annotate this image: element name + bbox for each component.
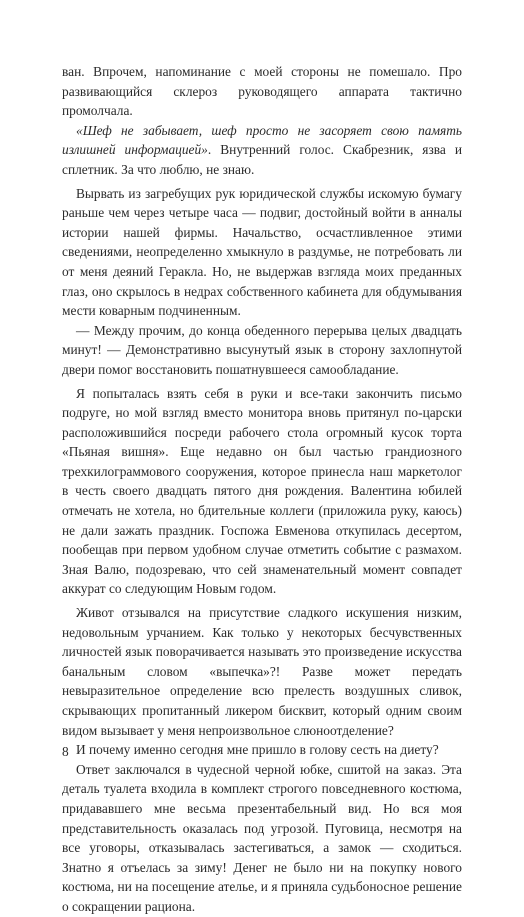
paragraph bbox=[62, 760, 462, 917]
paragraph-text: Живот отзывался на присутствие сладкого искушения низким, недовольным урчанием. Как только у некоторых бесчувственных личностей язык поворачивается называть это произведение искусства банальным словом «выпечка»?! Разве может передать невыразительное определение всю прелесть воздушных сливок, скрывающих пропитанный ликером бисквит, который одним своим видом вызывает у меня непроизвольное слюноотделение? bbox=[62, 605, 462, 738]
body-text bbox=[62, 62, 462, 917]
paragraph-text: И почему именно сегодня мне пришло в голову сесть на диету? bbox=[76, 742, 439, 758]
paragraph bbox=[62, 321, 462, 380]
paragraph-text: — Между прочим, до конца обеденного перерыва целых двадцать минут! — Демонстративно высунутый язык в сторону захлопнутой двери помог восстановить пошатнувшееся самообладание. bbox=[62, 322, 462, 377]
paragraph-text: ван. Впрочем, напоминание с моей стороны не помешало. Про развивающийся склероз руководящего аппарата тактично промолчала. bbox=[62, 64, 462, 119]
paragraph-text: Ответ заключался в чудесной черной юбке, сшитой на заказ. Эта деталь туалета входила в комплект строгого повседневного костюма, придававшего мне весьма презентабельный вид. Но вся моя представительность оказалась под угрозой. Пуговица, несмотря на все уговоры, отказывалась застегиваться, а замок — сходиться. Знатно я отъелась за зиму! Денег не было ни на покупку нового костюма, ни на посещение ателье, и я приняла судьбоносное решение о сокращении рациона. bbox=[62, 761, 462, 914]
paragraph bbox=[62, 184, 462, 321]
paragraph-text: Вырвать из загребущих рук юридической службы искомую бумагу раньше чем через четыре часа — подвиг, достойный войти в анналы истории нашей фирмы. Начальство, осчастливленное этими сведениями, неопределенно хмыкнуло в раздумье, не потребовать ли от меня деяний Геракла. Но, не выдержав взгляда моих преданных глаз, оно скрылось в недрах собственного кабинета для обдумывания мести коварным подчиненным. bbox=[62, 185, 462, 319]
paragraph bbox=[62, 62, 462, 121]
paragraph-text: . Внутренний голос. Скабрезник, язва и сплетник. За что люблю, не знаю. bbox=[62, 142, 462, 177]
paragraph-text: Я попыталась взять себя в руки и все-таки закончить письмо подруге, но мой взгляд вместо монитора вновь притянул по-царски расположившийся посреди рабочего стола огромный кусок торта «Пьяная вишня». Еще недавно он был частью грандиозного трехкилограммового сооружения, которое принесла наш маркетолог в честь своего двадцать пятого дня рождения. Валентина юбилей отмечать не хотела, но бдительные коллеги (приложила руку, каюсь) не дали зажать праздник. Госпожа Евменова откупилась десертом, пообещав при первом удобном случае отметить событие с размахом. Зная Валю, подозреваю, что сей знаменательный момент совпадет аккурат со следующим Новым годом. bbox=[62, 385, 462, 597]
paragraph bbox=[62, 603, 462, 740]
paragraph bbox=[62, 384, 462, 600]
paragraph bbox=[62, 740, 462, 760]
italic-text: «Шеф не забывает, шеф просто не засоряет свою память излишней информацией» bbox=[62, 122, 462, 158]
page-number: 8 bbox=[62, 744, 69, 759]
paragraph bbox=[62, 121, 462, 180]
